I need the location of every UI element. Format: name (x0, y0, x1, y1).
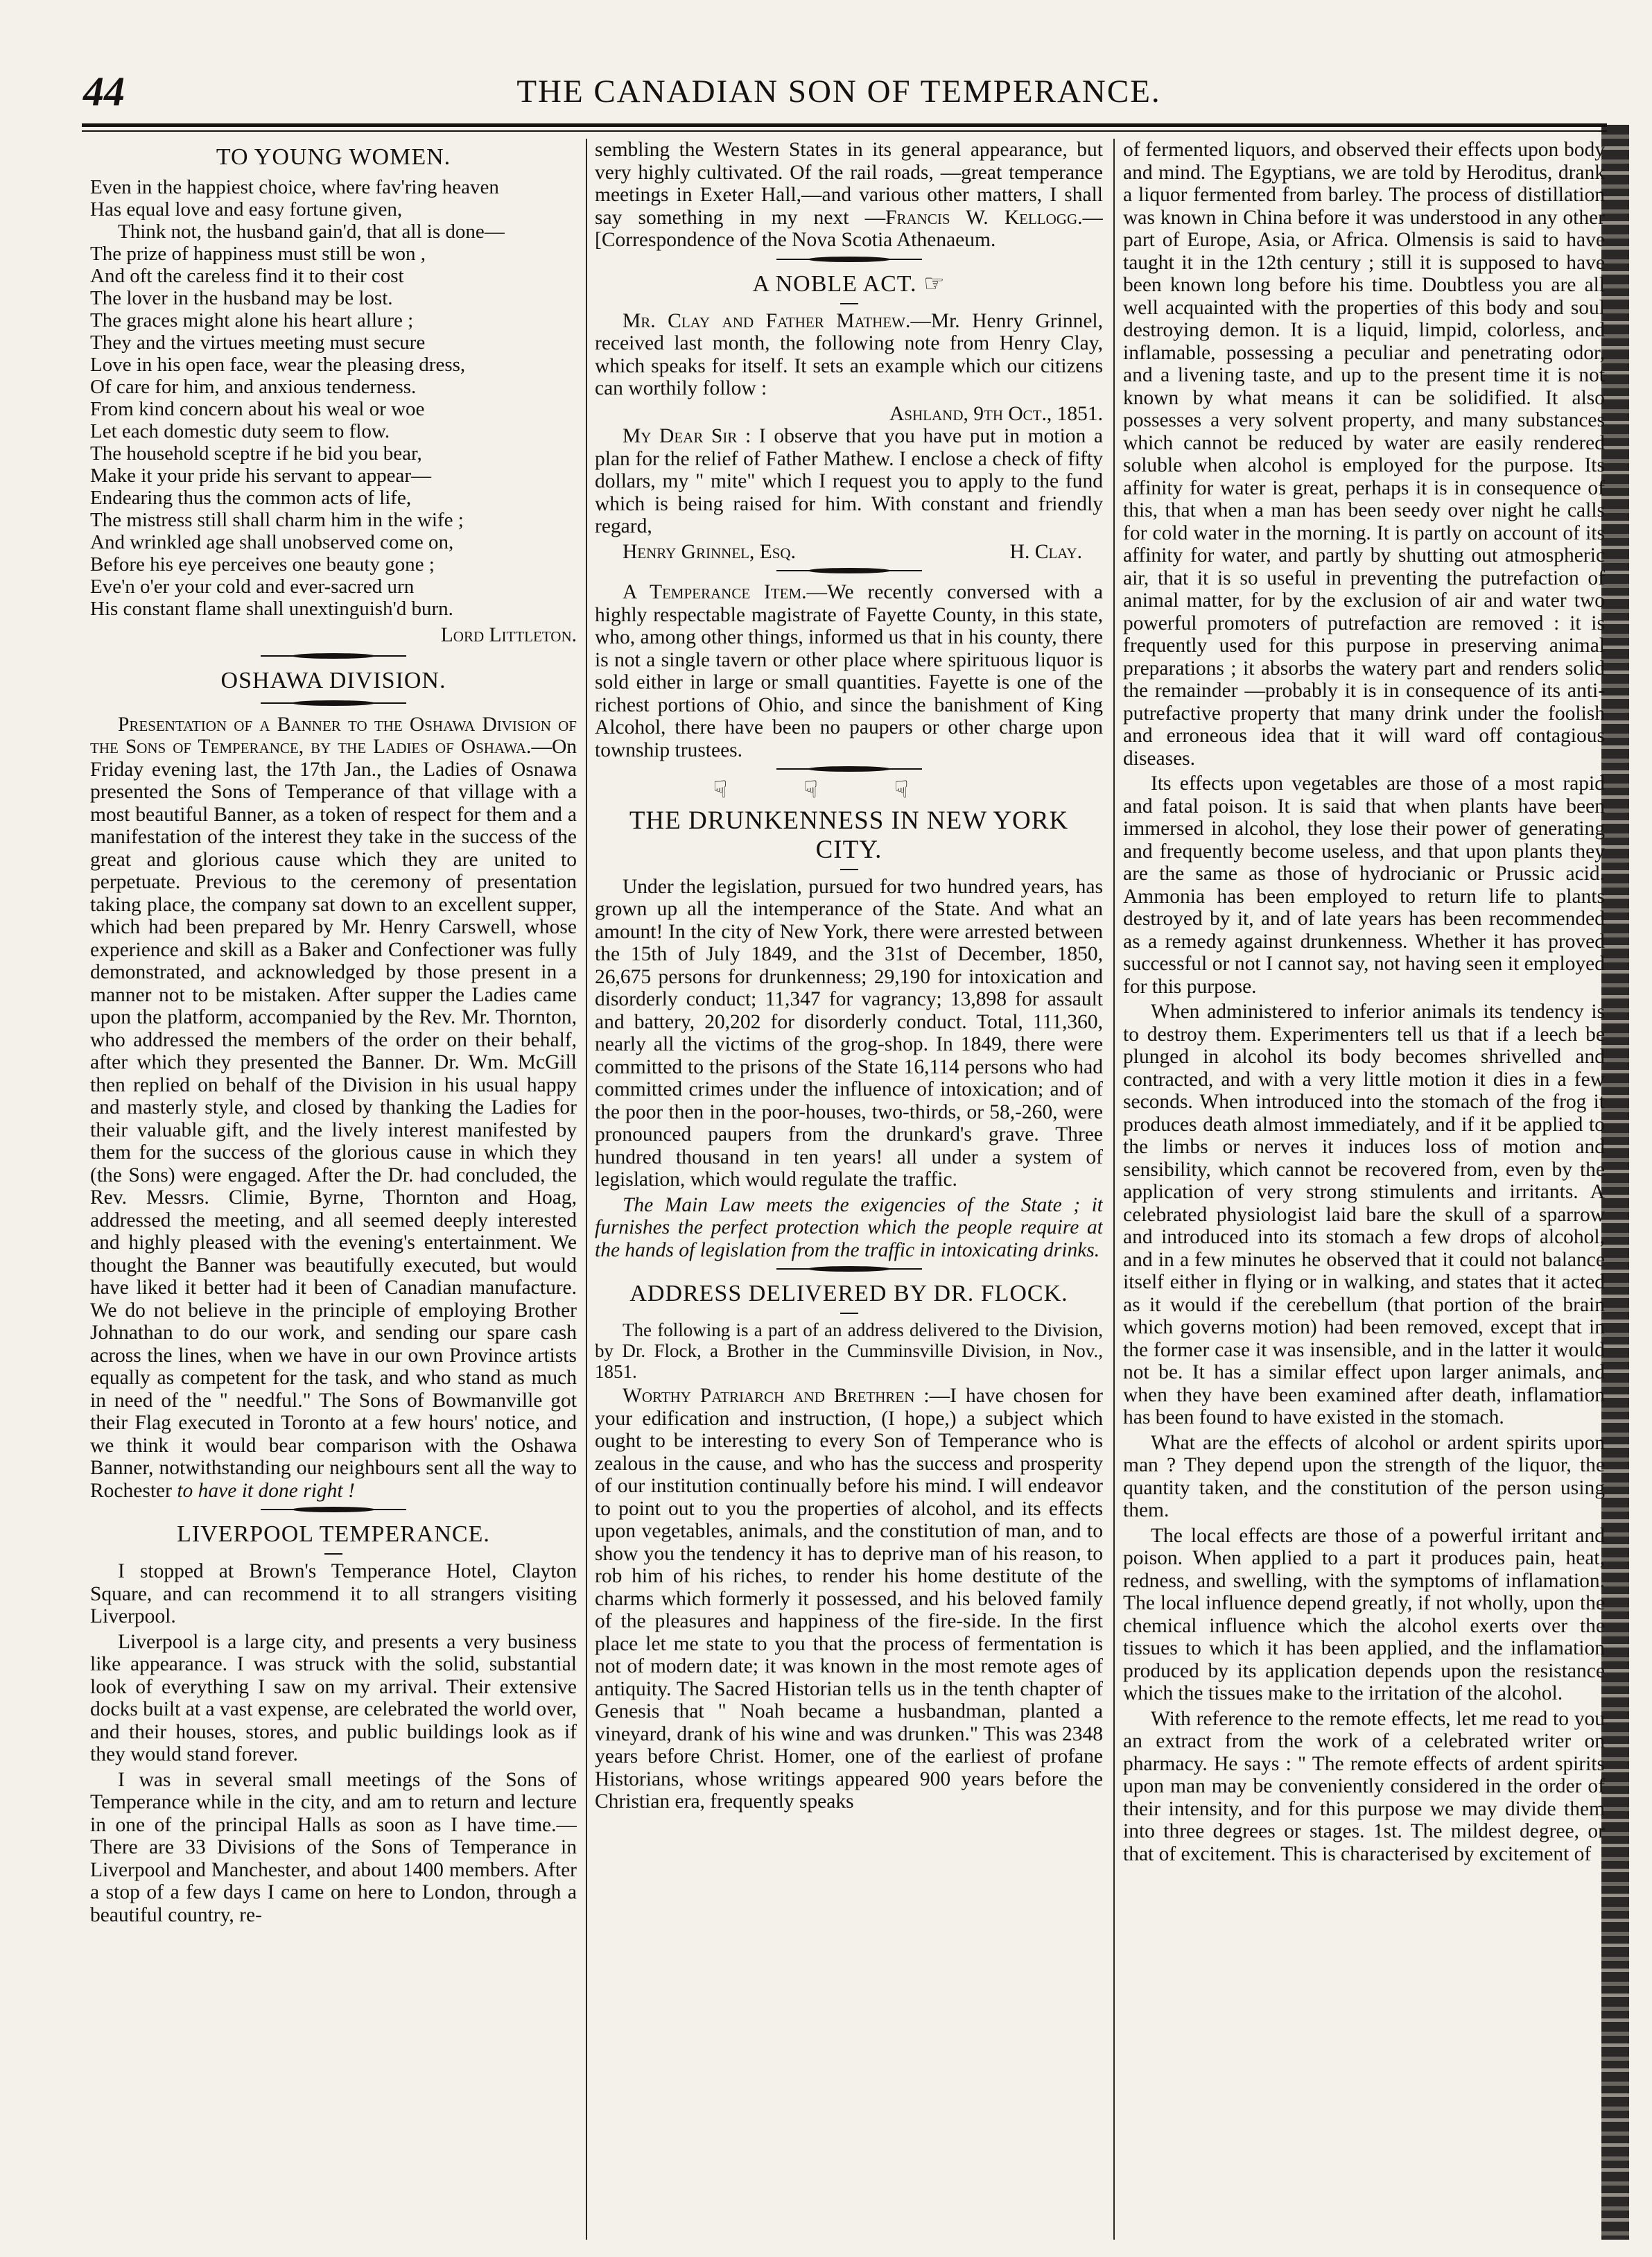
poem-line: Endearing thus the common acts of life, (90, 487, 412, 509)
oshawa-tail: to have it done right ! (177, 1479, 355, 1502)
letter-dateline: Ashland, 9th Oct., 1851. (889, 402, 1103, 425)
noble-act-intro: Mr. Clay and Father Mathew.—Mr. Henry Grinnel, received last month, the following note from Henry Clay, which speaks for itself. It sets an example which our citizens can worthily follow : (595, 309, 1103, 399)
section-title-address: ADDRESS DELIVERED BY DR. FLOCK. (629, 1281, 1068, 1306)
liverpool-paragraph: I was in several small meetings of the Sons of Temperance while in the city, and am to return and lecture in one of the principal Halls as soon as I have time.—There are 33 Divisions of the Sons of Temperance in Liverpool and Manchester, and about 1400 members. After a stop of a few days I came on here to London, through a beautiful country, re- (90, 1768, 577, 1926)
poem-line: The prize of happiness must still be won , (90, 243, 426, 265)
address-body: Worthy Patriarch and Brethren :—I have chosen for your edification and instruction, (I hope,) a subject which ought to be interesting to every Son of Temperance who is zealous in the cause, and who has the success and prosperity of our institution continually before his mind. I will endeavor to point out to you the properties of alcohol, and its effects upon vegetables, animals, and the constitution of man, and to show you the tendency it has to deprive man of his reason, to rob him of his riches, to render his home destitute of the charms which formerly it possessed, and his beloved family of the pleasures and happiness of the fire-side. In the first place let me state to you that the process of fermentation is not of modern date; it was known in the most remote ages of antiquity. The Sacred Historian tells us in the tenth chapter of Genesis that " Noah became a husbandman, planted a vineyard, drank of his wine and was drunken." This was 2348 years before Christ. Homer, one of the earliest of profane Historians, whose writings appeared 900 years before the Christian era, frequently speaks (595, 1385, 1103, 1813)
title-dash (324, 1553, 342, 1555)
title-dash (840, 1313, 858, 1314)
section-ornament (261, 652, 406, 659)
pointing-hands-icon: ☟☟☟ (713, 777, 985, 803)
poem-line: Has equal love and easy fortune given, (90, 198, 403, 220)
section-ornament (776, 766, 922, 772)
poem-line: Of care for him, and anxious tenderness. (90, 376, 417, 398)
column-rule (586, 139, 587, 2240)
section-title-drunkenness: THE DRUNKENNESS IN NEW YORK CITY. (629, 806, 1069, 864)
column-rule (1113, 139, 1115, 2240)
section-title-noble-act: A NOBLE ACT. ☞ (752, 270, 946, 297)
poem-line: Think not, the husband gain'd, that all is done— (118, 220, 505, 243)
letter-closing (595, 541, 1103, 564)
section-title-oshawa: OSHAWA DIVISION. (220, 667, 446, 693)
poem-line: Eve'n o'er your cold and ever-sacred urn (90, 576, 415, 598)
address-paragraph: With reference to the remote effects, let me read to you an extract from the work of a celebrated writer on pharmacy. He says : " The remote effects of ardent spirits upon man may be conveniently considered in the order of their intensity, and for this purpose we may divide them into three degrees or stages. 1st. The mildest degree, or that of excitement. This is characterised by excitement of (1123, 1707, 1605, 1865)
section-ornament (776, 567, 922, 574)
poem (90, 176, 577, 620)
address-continuation: of fermented liquors, and observed their effects upon body and mind. The Egyptians, we are told by Heroditus, drank a liquor fermented from barley. The process of distillation was known in China before it was understood in any other part of Europe, Asia, or Africa. Olmensis is said to have taught it in the 12th century ; still it is supposed to have been known long before his time. Doubtless you are all well acquainted with the properties of this body and soul destroying demon. It is a liquid, limpid, colorless, and inflamable, possessing a peculiar and penetrating odor, and a livening taste, and up to the present time it is not known by what means it can be solidified. It also possesses a very solvent property, and many substances which cannot be reduced by water are easily rendered soluble when alcohol is employed for the purpose. Its affinity for water is great, perhaps it is in consequence of this, that when a man has been seedy over night he calls for cold water in the morning. It is partly on account of its affinity for water, and partly by shutting out atmospheric air, that it is so useful in preventing the putrefaction of animal matter, for by the exclusion of air and water two powerful promoters of putrefaction are removed : it is frequently used for this purpose in preserving animal preparations ; it absorbs the watery part and renders solid the remainder —probably it is in consequence of its anti-putrefactive property that many drink under the foolish and erroneous idea that it will ward off contagious diseases. (1123, 139, 1605, 770)
header-rule-thin (82, 130, 1607, 132)
page-edge-smear (1601, 125, 1629, 2240)
continuation-paragraph: sembling the Western States in its general appearance, but very highly cultivated. Of the rail roads, —great temperance meetings in Exeter Hall,—and various other matters, I shall say something in my next —Francis W. Kellogg.—[Correspondence of the Nova Scotia Athenaeum. (595, 139, 1103, 251)
section-title-liverpool: LIVERPOOL TEMPERANCE. (177, 1521, 490, 1547)
pointing-hand-icon: ☞ (923, 270, 946, 297)
poem-line: Even in the happiest choice, where fav'ring heaven (90, 176, 499, 198)
address-paragraph: What are the effects of alcohol or ardent spirits upon man ? They depend upon the strength of the liquor, the quantity taken, and the constitution of the person using them. (1123, 1431, 1605, 1521)
poem-line: They and the virtues meeting must secure (90, 331, 426, 354)
section-ornament (776, 1265, 922, 1272)
poem-title: TO YOUNG WOMEN. (216, 144, 451, 170)
liverpool-paragraph: Liverpool is a large city, and presents a very business like appearance. I was struck with the solid, substantial look of everything I saw on my arrival. Their extensive docks built at a vast expense, are celebrated the world over, and their houses, stores, and public buildings look as if they would stand forever. (90, 1630, 577, 1765)
letter-addressee: Henry Grinnel, Esq. (623, 540, 796, 563)
poem-line: And wrinkled age shall unobserved come on, (90, 531, 454, 553)
address-paragraph: Its effects upon vegetables are those of a most rapid and fatal poison. It is said that when plants have been immersed in alcohol, they lose their power of generating and frequently become useless, and that upon plants they are the same as those of hydrocianic or Prussic acid. Ammonia has been employed to return life to plants destroyed by it, and of late years has been recommended as a remedy against drunkenness. Whether it has proved successful or not I cannot say, not having seen it employed for this purpose. (1123, 772, 1605, 998)
poem-line: The graces might alone his heart allure ; (90, 309, 414, 331)
poem-line: And oft the careless find it to their cost (90, 265, 404, 287)
column-left (90, 139, 577, 2240)
section-ornament (261, 1506, 406, 1513)
letter-body: My Dear Sir : I observe that you have put in motion a plan for the relief of Father Mathew. I enclose a check of fifty dollars, my " mite" which I request you to apply to the fund which is being raised for him. With constant and friendly regard, (595, 425, 1103, 537)
drunkenness-italic: The Main Law meets the exigencies of the State ; it furnishes the perfect protection which the people require at the hands of legislation from the traffic in intoxicating drinks. (595, 1193, 1103, 1261)
letter-signer: H. Clay. (1009, 540, 1082, 563)
poem-line: The lover in the husband may be lost. (90, 287, 393, 309)
header-rule (82, 123, 1607, 127)
poem-line: His constant flame shall unextinguish'd burn. (90, 598, 453, 620)
oshawa-article (90, 714, 577, 1503)
poem-line: Let each domestic duty seem to flow. (90, 420, 390, 442)
continuation-source: —[Correspondence of the Nova Scotia Athenaeum. (595, 206, 1103, 251)
page-number: 44 (83, 69, 125, 114)
address-paragraph: When administered to inferior animals its tendency is to destroy them. Experimenters tell us that if a leech be plunged in alcohol its body becomes shrivelled and contracted, and with a very little motion it dies in a few seconds. When introduced into the stomach of the frog it produces death almost immediately, and if it be applied to the limbs or nerves it induces loss of motion and sensibility, which cannot be recovered from, even by the application of very strong stimulents and irritants. A celebrated physiologist laid bare the skull of a sparrow and introduced into its stomach a few drops of alcohol, and in a few minutes he observed that it could not balance itself either in flying or in walking, and states that it acted as it would if the cerebellum (that portion of the brain which governs motion) had been removed, except that in the former case it was insensible, and in the latter it would not be. It has a similar effect upon larger animals, and when they have been examined after death, inflamation has been found to have existed in the stomach. (1123, 1001, 1605, 1428)
oshawa-lead: Presentation of a Banner to the Oshawa Division of the Sons of Temperance, by the Ladies of Oshawa. (90, 713, 577, 758)
poem-line: Before his eye perceives one beauty gone ; (90, 553, 435, 576)
title-dash (840, 303, 858, 304)
liverpool-paragraph: I stopped at Brown's Temperance Hotel, Clayton Square, and can recommend it to all strangers visiting Liverpool. (90, 1560, 577, 1627)
temperance-item: A Temperance Item.—We recently conversed with a highly respectable magistrate of Fayette County, in this state, who, among other things, informed us that in his county, there is not a single tavern or other place where spirituous liquor is sold either in large or small quantities. Fayette is one of the richest portions of Ohio, and since the banishment of King Alcohol, there have been no paupers or other charge upon township trustees. (595, 581, 1103, 761)
poem-line: Make it your pride his servant to appear— (90, 465, 432, 487)
poem-line: Love in his open face, wear the pleasing dress, (90, 354, 466, 376)
column-right (1123, 139, 1605, 2240)
section-ornament (261, 700, 406, 707)
masthead (76, 64, 1601, 119)
poem-line: From kind concern about his weal or woe (90, 398, 425, 420)
continuation-signature: Francis W. Kellogg. (885, 206, 1083, 229)
drunkenness-body: Under the legislation, pursued for two hundred years, has grown up all the intemperance of the State. And what an amount! In the city of New York, there were arrested between the 15th of July 1849, and the 31st of December, 1850, 26,675 persons for drunkenness; 29,190 for intoxication and disorderly conduct; 11,347 for vagrancy; 13,898 for assault and battery, 20,202 for disorderly conduct. Total, 111,360, nearly all the victims of the grog-shop. In 1849, there were committed to the prisons of the State 16,114 persons who had committed crimes under the influence of intoxication; and of the poor then in the poor-houses, two-thirds, or 58,-260, were pronounced paupers from the drunkard's grave. Three hundred thousand in ten years! all under a system of legislation, which would regulate the traffic. (595, 875, 1103, 1191)
running-title: THE CANADIAN SON OF TEMPERANCE. (516, 73, 1161, 110)
section-ornament (776, 256, 922, 263)
title-dash (840, 869, 858, 870)
poem-line: The mistress still shall charm him in the wife ; (90, 509, 464, 531)
poem-signature: Lord Littleton. (440, 624, 577, 646)
poem-line: The household sceptre if he bid you bear, (90, 442, 422, 465)
column-middle (595, 139, 1103, 2240)
address-intro: The following is a part of an address delivered to the Division, by Dr. Flock, a Brother in the Cumminsville Division, in Nov., 1851. (595, 1320, 1103, 1382)
address-paragraph: The local effects are those of a powerful irritant and poison. When applied to a part it produces pain, heat, redness, and swelling, with the symptoms of inflamation. The local influence depend greatly, if not wholly, upon the chemical influence which the alcohol exerts over the tissues to which it has been applied, and the inflamation produced by its application depends upon the resistance which the tissues make to the irritation of the alcohol. (1123, 1524, 1605, 1704)
oshawa-body: —On Friday evening last, the 17th Jan., the Ladies of Osnawa presented the Sons of Temperance of that village with a most beautiful Banner, as a token of respect for them and a manifestation of the interest they take in the success of the great and glorious cause which they are united to perpetuate. Previous to the ceremony of presentation taking place, the company sat down to an excellent supper, which had been prepared by Mr. Henry Carswell, whose experience and skill as a Baker and Confectioner was fully demonstrated, and acknowledged by those present in a manner not to be mistaken. After supper the Ladies came upon the platform, accompanied by the Rev. Mr. Thornton, who addressed the members of the order on their behalf, after which they presented the Banner. Dr. Wm. McGill then replied on behalf of the Division in his usual happy and masterly style, and closed by thanking the Ladies for their valuable gift, and the lively interest manifested by them for the success of the glorious cause in which they (the Sons) were engaged. After the Dr. had concluded, the Rev. Messrs. Climie, Byrne, Thornton and Hoag, addressed the meeting, and all seemed deeply interested and highly pleased with the evening's entertainment. We thought the Banner was beautifully executed, but would have liked it better had it been of Canadian manufacture. We do not believe in the principle of employing Brother Johnathan to do our work, and sending our spare cash across the lines, when we have in our own Province artists equally as competent for the task, and who stand as much in need of the " needful." The Sons of Bowmanville got their Flag executed in Toronto at a few hours' notice, and we think it would bear comparison with the Oshawa Banner, notwithstanding our neighbours sent all the way to Rochester (90, 736, 577, 1502)
